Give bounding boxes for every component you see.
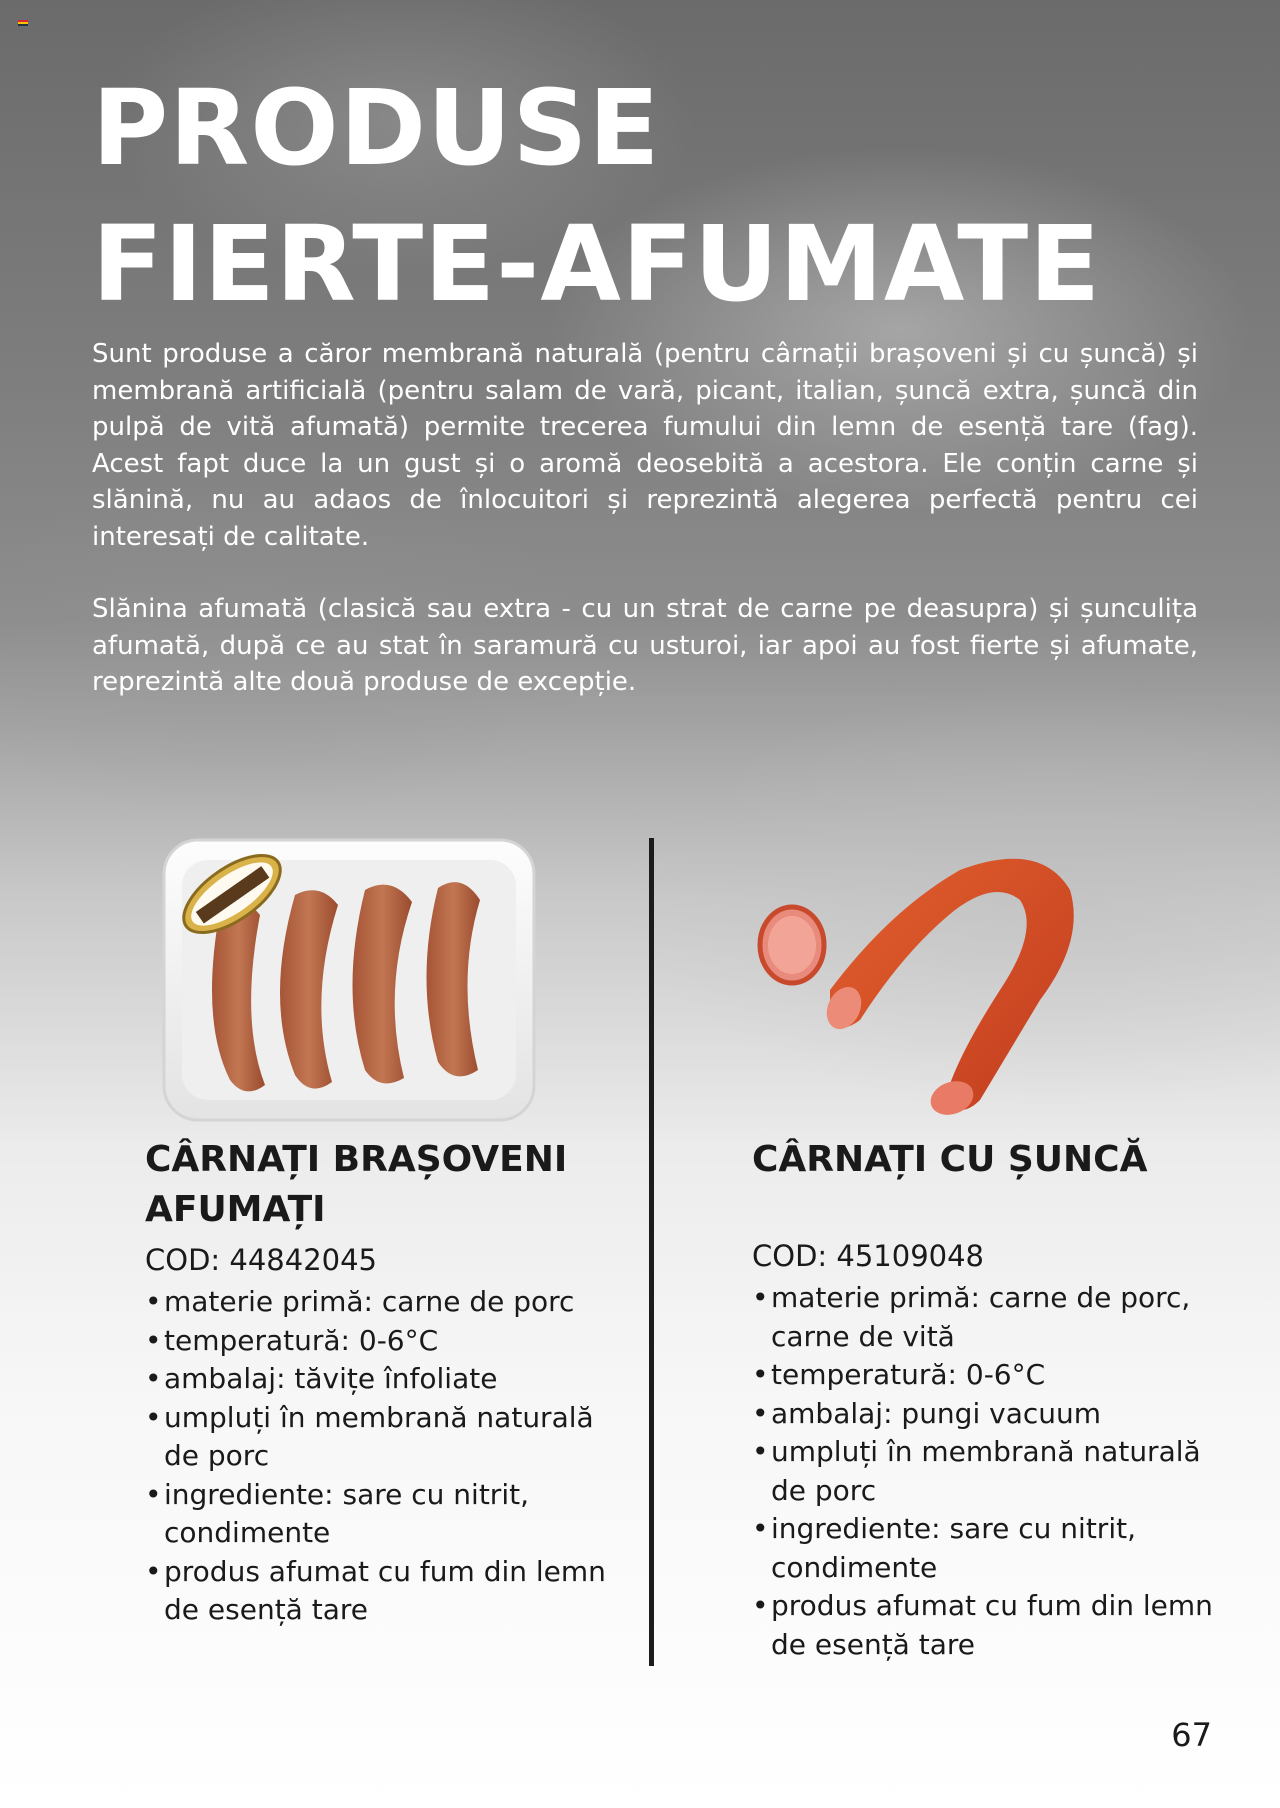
spec-item: • ambalaj: tăvițe înfoliate	[145, 1360, 615, 1399]
spec-item: • umpluți în membrană naturală de porc	[145, 1399, 615, 1476]
spec-item: • ingrediente: sare cu nitrit, condimente	[145, 1476, 615, 1553]
page-number: 67	[1171, 1716, 1212, 1754]
carnati-brasoveni-image	[160, 830, 540, 1130]
intro-paragraph-2: Slănina afumată (clasică sau extra - cu un strat de carne pe deasupra) și șunculița afumată, după ce au stat în saramură cu usturoi, iar apoi au fost fierte și afumate, reprezintă alte două produse de excepție.	[92, 594, 1198, 697]
column-divider	[649, 838, 654, 1666]
page-title	[92, 60, 1101, 332]
product-name: CÂRNAȚI CU ȘUNCĂ	[752, 1139, 1148, 1180]
product-carnati-cu-sunca	[752, 1135, 1222, 1664]
product-code: COD: 44842045	[145, 1243, 377, 1277]
spec-item: • produs afumat cu fum din lemn de esență tare	[145, 1553, 615, 1630]
product-code: COD: 45109048	[752, 1239, 984, 1273]
intro-text	[92, 336, 1198, 737]
spec-item: • produs afumat cu fum din lemn de esență tare	[752, 1587, 1222, 1664]
spec-item: • ingrediente: sare cu nitrit, condimente	[752, 1510, 1222, 1587]
flag-mark-icon	[18, 20, 28, 26]
sausage-ring	[830, 859, 1074, 1110]
spec-item: • materie primă: carne de porc, carne de vită	[752, 1279, 1222, 1356]
page-title-line2: FIERTE-AFUMATE	[92, 203, 1102, 325]
page-title-line1: PRODUSE	[92, 67, 661, 189]
carnati-cu-sunca-image	[740, 830, 1120, 1130]
spec-item: • temperatură: 0-6°C	[752, 1356, 1222, 1395]
intro-paragraph-1: Sunt produse a căror membrană naturală (pentru cârnații brașoveni și cu șuncă) și membrană artificială (pentru salam de vară, picant, italian, șuncă extra, șuncă din pulpă de vită afumată) permite trecerea fumului din lemn de esență tare (fag). Acest fapt duce la un gust și o aromă deosebită a acestora. Ele conțin carne și slănină, nu au adaos de înlocuitori și reprezintă alegerea perfectă pentru cei interesați de calitate.	[92, 339, 1198, 552]
product-specs	[752, 1279, 1222, 1664]
product-name: CÂRNAȚI BRAȘOVENI AFUMAȚI	[145, 1139, 568, 1230]
spec-item: • umpluți în membrană naturală de porc	[752, 1433, 1222, 1510]
product-carnati-brasoveni	[145, 1135, 615, 1630]
spec-item: • materie primă: carne de porc	[145, 1283, 615, 1322]
spec-item: • ambalaj: pungi vacuum	[752, 1395, 1222, 1434]
spec-item: • temperatură: 0-6°C	[145, 1322, 615, 1361]
product-specs	[145, 1283, 615, 1630]
